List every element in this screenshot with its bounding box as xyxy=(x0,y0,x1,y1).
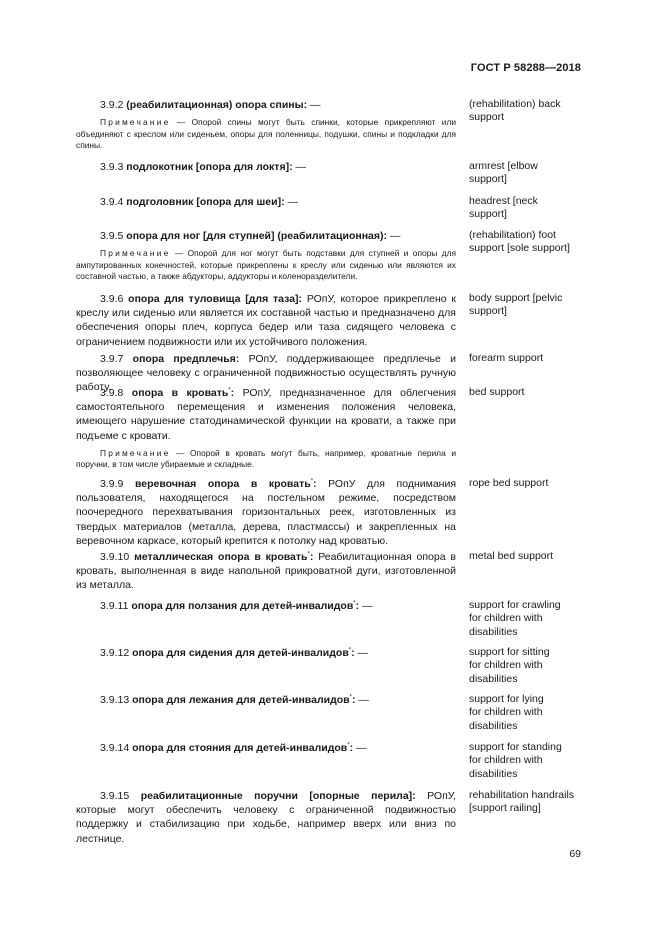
term-name: опора в кровать xyxy=(131,387,229,399)
term-description: — xyxy=(359,600,373,612)
english-equivalent xyxy=(469,292,599,319)
term-colon: : xyxy=(230,387,235,399)
term-footnote-mark: * xyxy=(347,742,350,749)
english-term-line: support for crawling xyxy=(469,599,561,611)
term-number: 3.9.2 xyxy=(100,99,124,111)
term-footnote-mark: * xyxy=(228,387,231,394)
english-term-line: support] xyxy=(469,173,507,186)
term-definition xyxy=(76,646,456,660)
term-number: 3.9.14 xyxy=(100,742,130,754)
english-equivalent xyxy=(469,98,599,125)
term-number: 3.9.4 xyxy=(100,196,124,208)
note-label: Примечание xyxy=(100,117,171,128)
english-term-line: support for standing xyxy=(469,741,562,753)
english-term-line: rope bed support xyxy=(469,477,549,489)
english-term-line: body support [pelvic xyxy=(469,292,563,304)
term-description: — xyxy=(292,161,306,173)
term-footnote-mark: * xyxy=(310,478,314,485)
term-name: металлическая опора в кровать xyxy=(134,551,308,563)
term-note xyxy=(76,448,456,471)
english-term-line: for children with xyxy=(469,754,543,767)
note-text: — Опорой для ног могут быть подставки для ступней и опоры для ампутированных конечностей, которые прикреплены к креслу или сиденью или являются их составной частью, а также абдукторы, аддукторы и коленоразделители. xyxy=(76,248,456,282)
english-equivalent xyxy=(469,550,599,563)
english-equivalent xyxy=(469,195,599,222)
english-equivalent xyxy=(469,477,599,490)
term-number: 3.9.5 xyxy=(100,230,124,242)
note-label: Примечание xyxy=(100,447,171,458)
term-name: опора для ног [для ступней] (реабилитационная): xyxy=(126,230,388,242)
term-name: опора для ползания для детей-инвалидов xyxy=(131,600,354,612)
term-name: опора предплечья: xyxy=(132,353,240,365)
term-number: 3.9.12 xyxy=(100,647,130,659)
term-definition xyxy=(76,160,456,174)
english-equivalent xyxy=(469,386,599,399)
term-description: — xyxy=(307,99,321,111)
term-name: (реабилитационная) опора спины: xyxy=(126,99,308,111)
english-term-line: bed support xyxy=(469,386,525,398)
term-footnote-mark: * xyxy=(353,600,356,607)
term-name: опора для стояния для детей-инвалидов xyxy=(132,742,348,754)
definition-paragraph xyxy=(76,646,456,660)
term-footnote-mark: * xyxy=(307,551,310,558)
english-equivalent xyxy=(469,693,599,733)
term-definition xyxy=(76,195,456,209)
term-colon: : xyxy=(355,600,360,612)
term-definition xyxy=(76,477,456,548)
english-term-line: forearm support xyxy=(469,352,544,364)
term-description: — xyxy=(353,742,367,754)
english-equivalent xyxy=(469,599,599,639)
term-name: подголовник [опора для шеи]: xyxy=(126,196,285,208)
note-label: Примечание xyxy=(100,248,171,259)
definition-paragraph xyxy=(76,386,456,443)
term-number: 3.9.3 xyxy=(100,161,124,173)
term-description: — xyxy=(355,694,369,706)
term-name: реабилитационные поручни [опорные перила]: xyxy=(140,790,416,802)
term-footnote-mark: * xyxy=(349,694,352,701)
term-colon: : xyxy=(313,478,317,490)
english-term-line: support] xyxy=(469,208,507,221)
term-description: — xyxy=(387,230,401,242)
term-description: РОпУ для поднимания пользователя, находящегося на постельном режиме, посредством поочередного перехватывания горизонтальных реек, изготовленных из твердых материалов (металла, дерева, пластмассы) и закрепленных на веревочном каркасе, который крепится к потолку над кроватью. xyxy=(76,478,457,547)
term-note xyxy=(76,117,456,152)
term-definition xyxy=(76,386,456,471)
term-number: 3.9.6 xyxy=(100,293,124,305)
term-number: 3.9.7 xyxy=(100,353,124,365)
definition-paragraph xyxy=(76,693,456,707)
term-definition xyxy=(76,789,456,846)
term-description: — xyxy=(284,196,298,208)
english-term-line: disabilities xyxy=(469,672,518,685)
english-term-line: (rehabilitation) foot xyxy=(469,229,556,241)
english-equivalent xyxy=(469,741,599,781)
english-term-line: disabilities xyxy=(469,719,518,732)
term-definition xyxy=(76,292,456,349)
page-number: 69 xyxy=(569,848,581,860)
english-term-line: headrest [neck xyxy=(469,195,538,207)
note-text: — Опорой в кровать могут быть, например, кроватные перила и поручни, в том числе убираемые и складные. xyxy=(76,447,456,470)
english-term-line: disabilities xyxy=(469,767,518,780)
english-term-line: support xyxy=(469,111,505,124)
english-term-line: for children with xyxy=(469,706,543,719)
definition-paragraph xyxy=(76,477,456,548)
english-term-line: support for lying xyxy=(469,693,544,705)
term-name: подлокотник [опора для локтя]: xyxy=(126,161,293,173)
definition-paragraph xyxy=(76,160,456,174)
term-name: веревочная опора в кровать xyxy=(134,478,311,490)
term-description: РОпУ, предназначенное для облегчения самостоятельного перемещения и изменения положения человека, имеющего нарушение статодинамической функции на кровати, а также при подъеме с кровати. xyxy=(76,387,456,442)
english-equivalent xyxy=(469,646,599,686)
definition-paragraph xyxy=(76,599,456,613)
term-colon: : xyxy=(349,742,354,754)
english-term-line: for children with xyxy=(469,612,543,625)
english-term-line: (rehabilitation) back xyxy=(469,98,561,110)
term-number: 3.9.13 xyxy=(100,694,130,706)
english-equivalent xyxy=(469,352,599,365)
term-definition xyxy=(76,98,456,152)
english-equivalent xyxy=(469,229,599,256)
english-term-line: [support railing] xyxy=(469,802,541,815)
term-description: РОпУ, которое прикреплено к креслу или сиденью или является их составной частью и предназначено для обеспечения опоры плеч, корпуса бедер или таза сидящего человека с ограничением подвижности или их устойчивого положения. xyxy=(76,293,457,348)
definition-paragraph xyxy=(76,292,456,349)
definition-paragraph xyxy=(76,195,456,209)
term-description: — xyxy=(354,647,369,659)
term-name: опора для сидения для детей-инвалидов xyxy=(132,647,349,659)
definition-paragraph xyxy=(76,789,456,846)
term-colon: : xyxy=(351,694,356,706)
term-number: 3.9.11 xyxy=(100,600,129,612)
english-term-line: metal bed support xyxy=(469,550,554,562)
term-footnote-mark: * xyxy=(348,647,352,654)
definition-paragraph xyxy=(76,229,456,243)
english-equivalent xyxy=(469,789,599,816)
term-definition xyxy=(76,229,456,283)
english-term-line: support] xyxy=(469,305,507,318)
definition-paragraph xyxy=(76,98,456,112)
term-name: опора для лежания для детей-инвалидов xyxy=(132,694,350,706)
document-header: ГОСТ Р 58288—2018 xyxy=(470,62,581,74)
term-number: 3.9.10 xyxy=(100,551,130,563)
term-definition xyxy=(76,693,456,707)
term-name: опора для туловища [для таза]: xyxy=(128,293,303,305)
note-text: — Опорой спины могут быть спинки, которые прикрепляют или объединяют с креслом или сиденьем, опоры для поленницы, подушки, спины и подкладки для спины. xyxy=(76,117,456,151)
english-equivalent xyxy=(469,160,599,187)
term-definition xyxy=(76,599,456,613)
term-description: РОпУ, поддерживающее предплечье и позволяющее человеку с ограниченной подвижностью осуществлять ручную работу. xyxy=(76,353,456,394)
term-definition xyxy=(76,550,456,593)
term-colon: : xyxy=(351,647,355,659)
term-colon: : xyxy=(309,551,314,563)
english-term-line: disabilities xyxy=(469,625,518,638)
term-number: 3.9.9 xyxy=(100,478,124,490)
term-definition xyxy=(76,741,456,755)
english-term-line: support for sitting xyxy=(469,646,550,658)
term-number: 3.9.8 xyxy=(100,387,124,399)
definition-paragraph xyxy=(76,741,456,755)
term-description: Реабилитационная опора в кровать, выполненная в виде напольной прикроватной дуги, изготовленной из металла. xyxy=(76,551,456,592)
english-term-line: rehabilitation handrails xyxy=(469,789,575,801)
definition-paragraph xyxy=(76,550,456,593)
term-number: 3.9.15 xyxy=(100,790,130,802)
english-term-line: support [sole support] xyxy=(469,242,570,255)
term-note xyxy=(76,248,456,283)
english-term-line: armrest [elbow xyxy=(469,160,538,172)
term-description: РОпУ, которые могут обеспечить человеку с ограниченной подвижностью поддержку и стабилизацию при ходьбе, например вверх или вниз по лестнице. xyxy=(76,790,456,845)
english-term-line: for children with xyxy=(469,659,543,672)
